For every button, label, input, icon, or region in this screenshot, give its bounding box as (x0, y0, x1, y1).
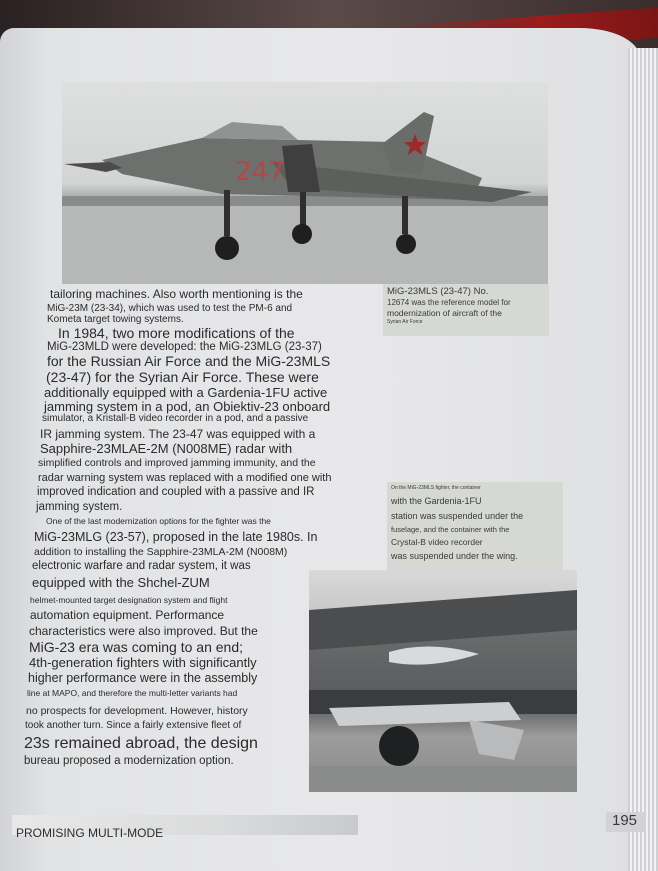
caption-top (383, 284, 549, 336)
body-line: addition to installing the Sapphire-23MLA-2M (N008M) (34, 546, 288, 558)
footer-section-label: PROMISING MULTI-MODE (16, 826, 164, 840)
body-line: radar warning system was replaced with a modified one with (38, 472, 332, 484)
body-line: line at MAPO, and therefore the multi-letter variants had (27, 688, 238, 698)
caption-bottom (387, 482, 563, 570)
body-line: for the Russian Air Force and the MiG-23MLS (47, 353, 331, 369)
body-line: Kometa target towing systems. (47, 314, 184, 325)
caption-top-line: modernization of aircraft of the (387, 307, 502, 318)
body-line: electronic warfare and radar system, it was (32, 560, 251, 572)
body-line: 23s remained abroad, the design (24, 735, 258, 752)
body-line: improved indication and coupled with a passive and IR (37, 486, 315, 498)
tail-number-text: 247 (235, 157, 285, 187)
photo-mig23-side-view (62, 82, 548, 284)
caption-bottom-line: was suspended under the wing. (391, 550, 518, 561)
body-line: One of the last modernization options for the fighter was the (46, 516, 271, 526)
body-line: took another turn. Since a fairly extensive fleet of (25, 720, 242, 731)
caption-bottom-line: station was suspended under the (391, 510, 524, 521)
body-line: IR jamming system. The 23-47 was equipped with a (40, 427, 316, 441)
caption-top-line: MiG-23MLS (23-47) No. (387, 286, 489, 297)
page-stack-edge (628, 48, 658, 871)
aircraft-illustration (62, 82, 548, 284)
body-line: characteristics were also improved. But the (29, 624, 258, 638)
body-line: no prospects for development. However, history (26, 705, 248, 717)
body-line: simplified controls and improved jamming immunity, and the (38, 457, 316, 469)
body-line: bureau proposed a modernization option. (24, 755, 234, 767)
body-line: additionally equipped with a Gardenia-1FU active (44, 385, 328, 400)
caption-top-line: 12674 was the reference model for (387, 297, 511, 307)
caption-bottom-line: fuselage, and the container with the (391, 524, 510, 534)
body-line: tailoring machines. Also worth mentioning is the (50, 287, 303, 301)
body-line: MiG-23MLG (23-57), proposed in the late 1980s. In (34, 530, 318, 544)
body-line: equipped with the Shchel-ZUM (32, 575, 210, 590)
pod-illustration (309, 570, 577, 792)
body-line: jamming system. (36, 501, 123, 513)
body-line: MiG-23M (23-34), which was used to test the PM-6 and (47, 303, 293, 314)
body-line: higher performance were in the assembly (28, 671, 258, 685)
body-line: helmet-mounted target designation system and flight (30, 595, 228, 605)
photo-mig23-underside-pods (309, 570, 577, 792)
body-line: MiG-23 era was coming to an end; (29, 639, 243, 655)
body-line: Sapphire-23MLAE-2M (N008ME) radar with (40, 441, 293, 456)
body-line: 4th-generation fighters with significantly (29, 655, 257, 670)
page-number: 195 (612, 812, 638, 829)
caption-bottom-line: with the Gardenia-1FU (391, 496, 482, 507)
caption-bottom-line: Crystal-B video recorder (391, 537, 483, 548)
body-line: simulator, a Kristall-B video recorder in a pod, and a passive (42, 413, 309, 424)
body-line: jamming system in a pod, an Obiektiv-23 onboard (44, 399, 331, 414)
body-line: MiG-23MLD were developed: the MiG-23MLG (23-37) (47, 341, 322, 353)
body-line: In 1984, two more modifications of the (58, 325, 295, 341)
caption-bottom-line: On the MiG-23MLS fighter, the container (391, 485, 481, 491)
body-line: (23-47) for the Syrian Air Force. These were (46, 369, 319, 385)
body-line: automation equipment. Performance (30, 608, 225, 622)
caption-top-line: Syrian Air Force (387, 318, 423, 325)
